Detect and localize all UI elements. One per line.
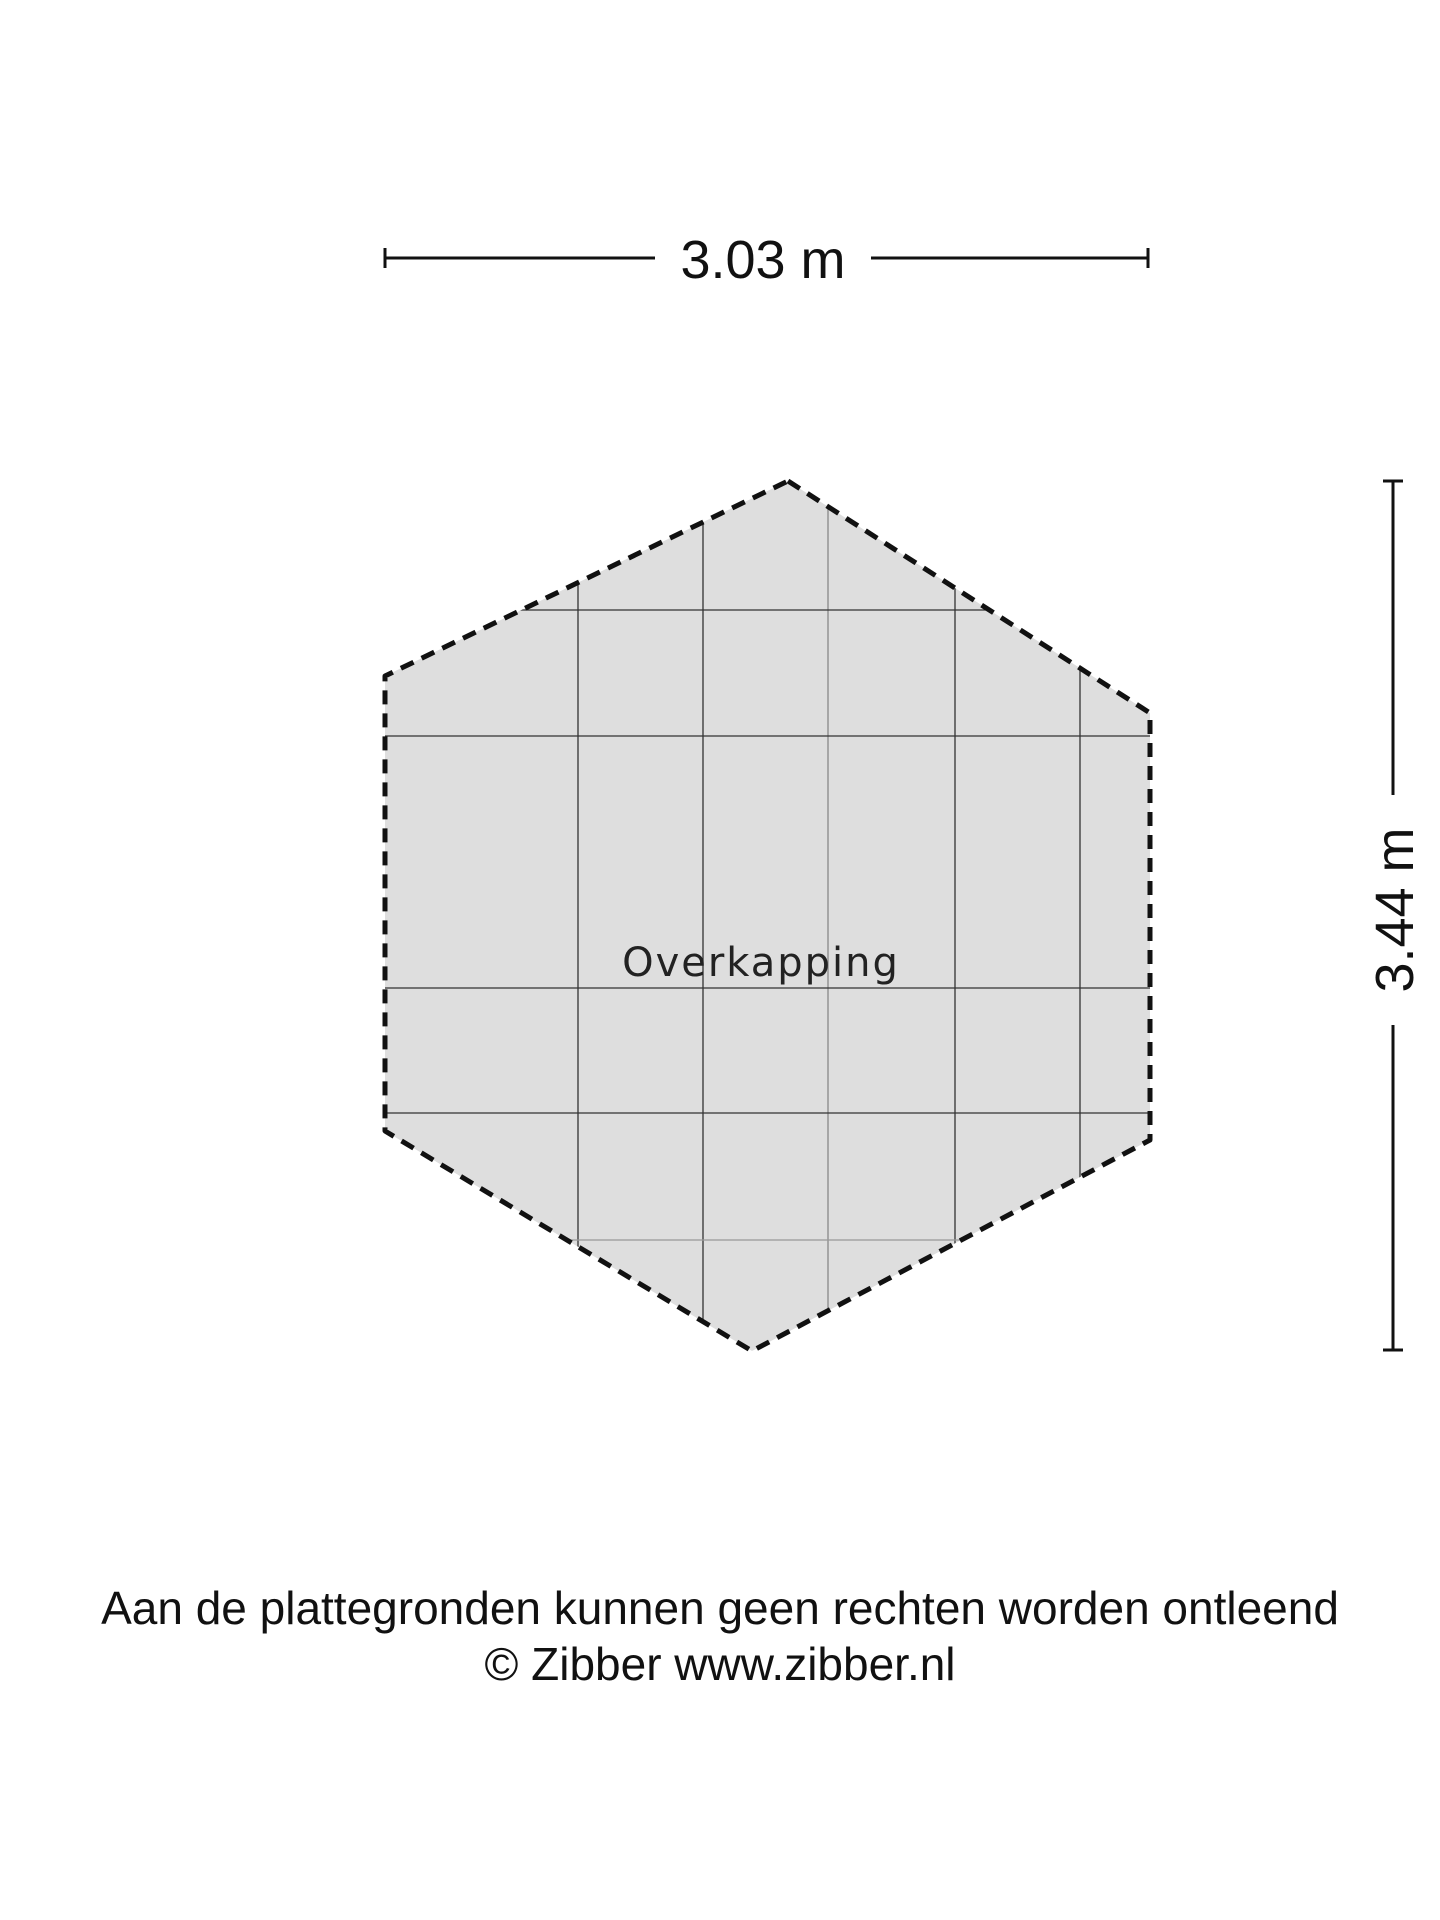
height-dimension-label: 3.44 m [1365,827,1425,993]
footer-disclaimer [0,1580,1440,1692]
height-dimension [1365,481,1425,1350]
room-label: Overkapping [622,940,900,986]
room-fill [385,481,1150,1351]
disclaimer-text: Aan de plattegronden kunnen geen rechten worden ontleend [101,1582,1339,1634]
width-dimension-label: 3.03 m [680,230,846,290]
width-dimension [385,230,1148,290]
copyright-text: © Zibber www.zibber.nl [484,1638,956,1690]
room-overkapping [380,470,1160,1360]
